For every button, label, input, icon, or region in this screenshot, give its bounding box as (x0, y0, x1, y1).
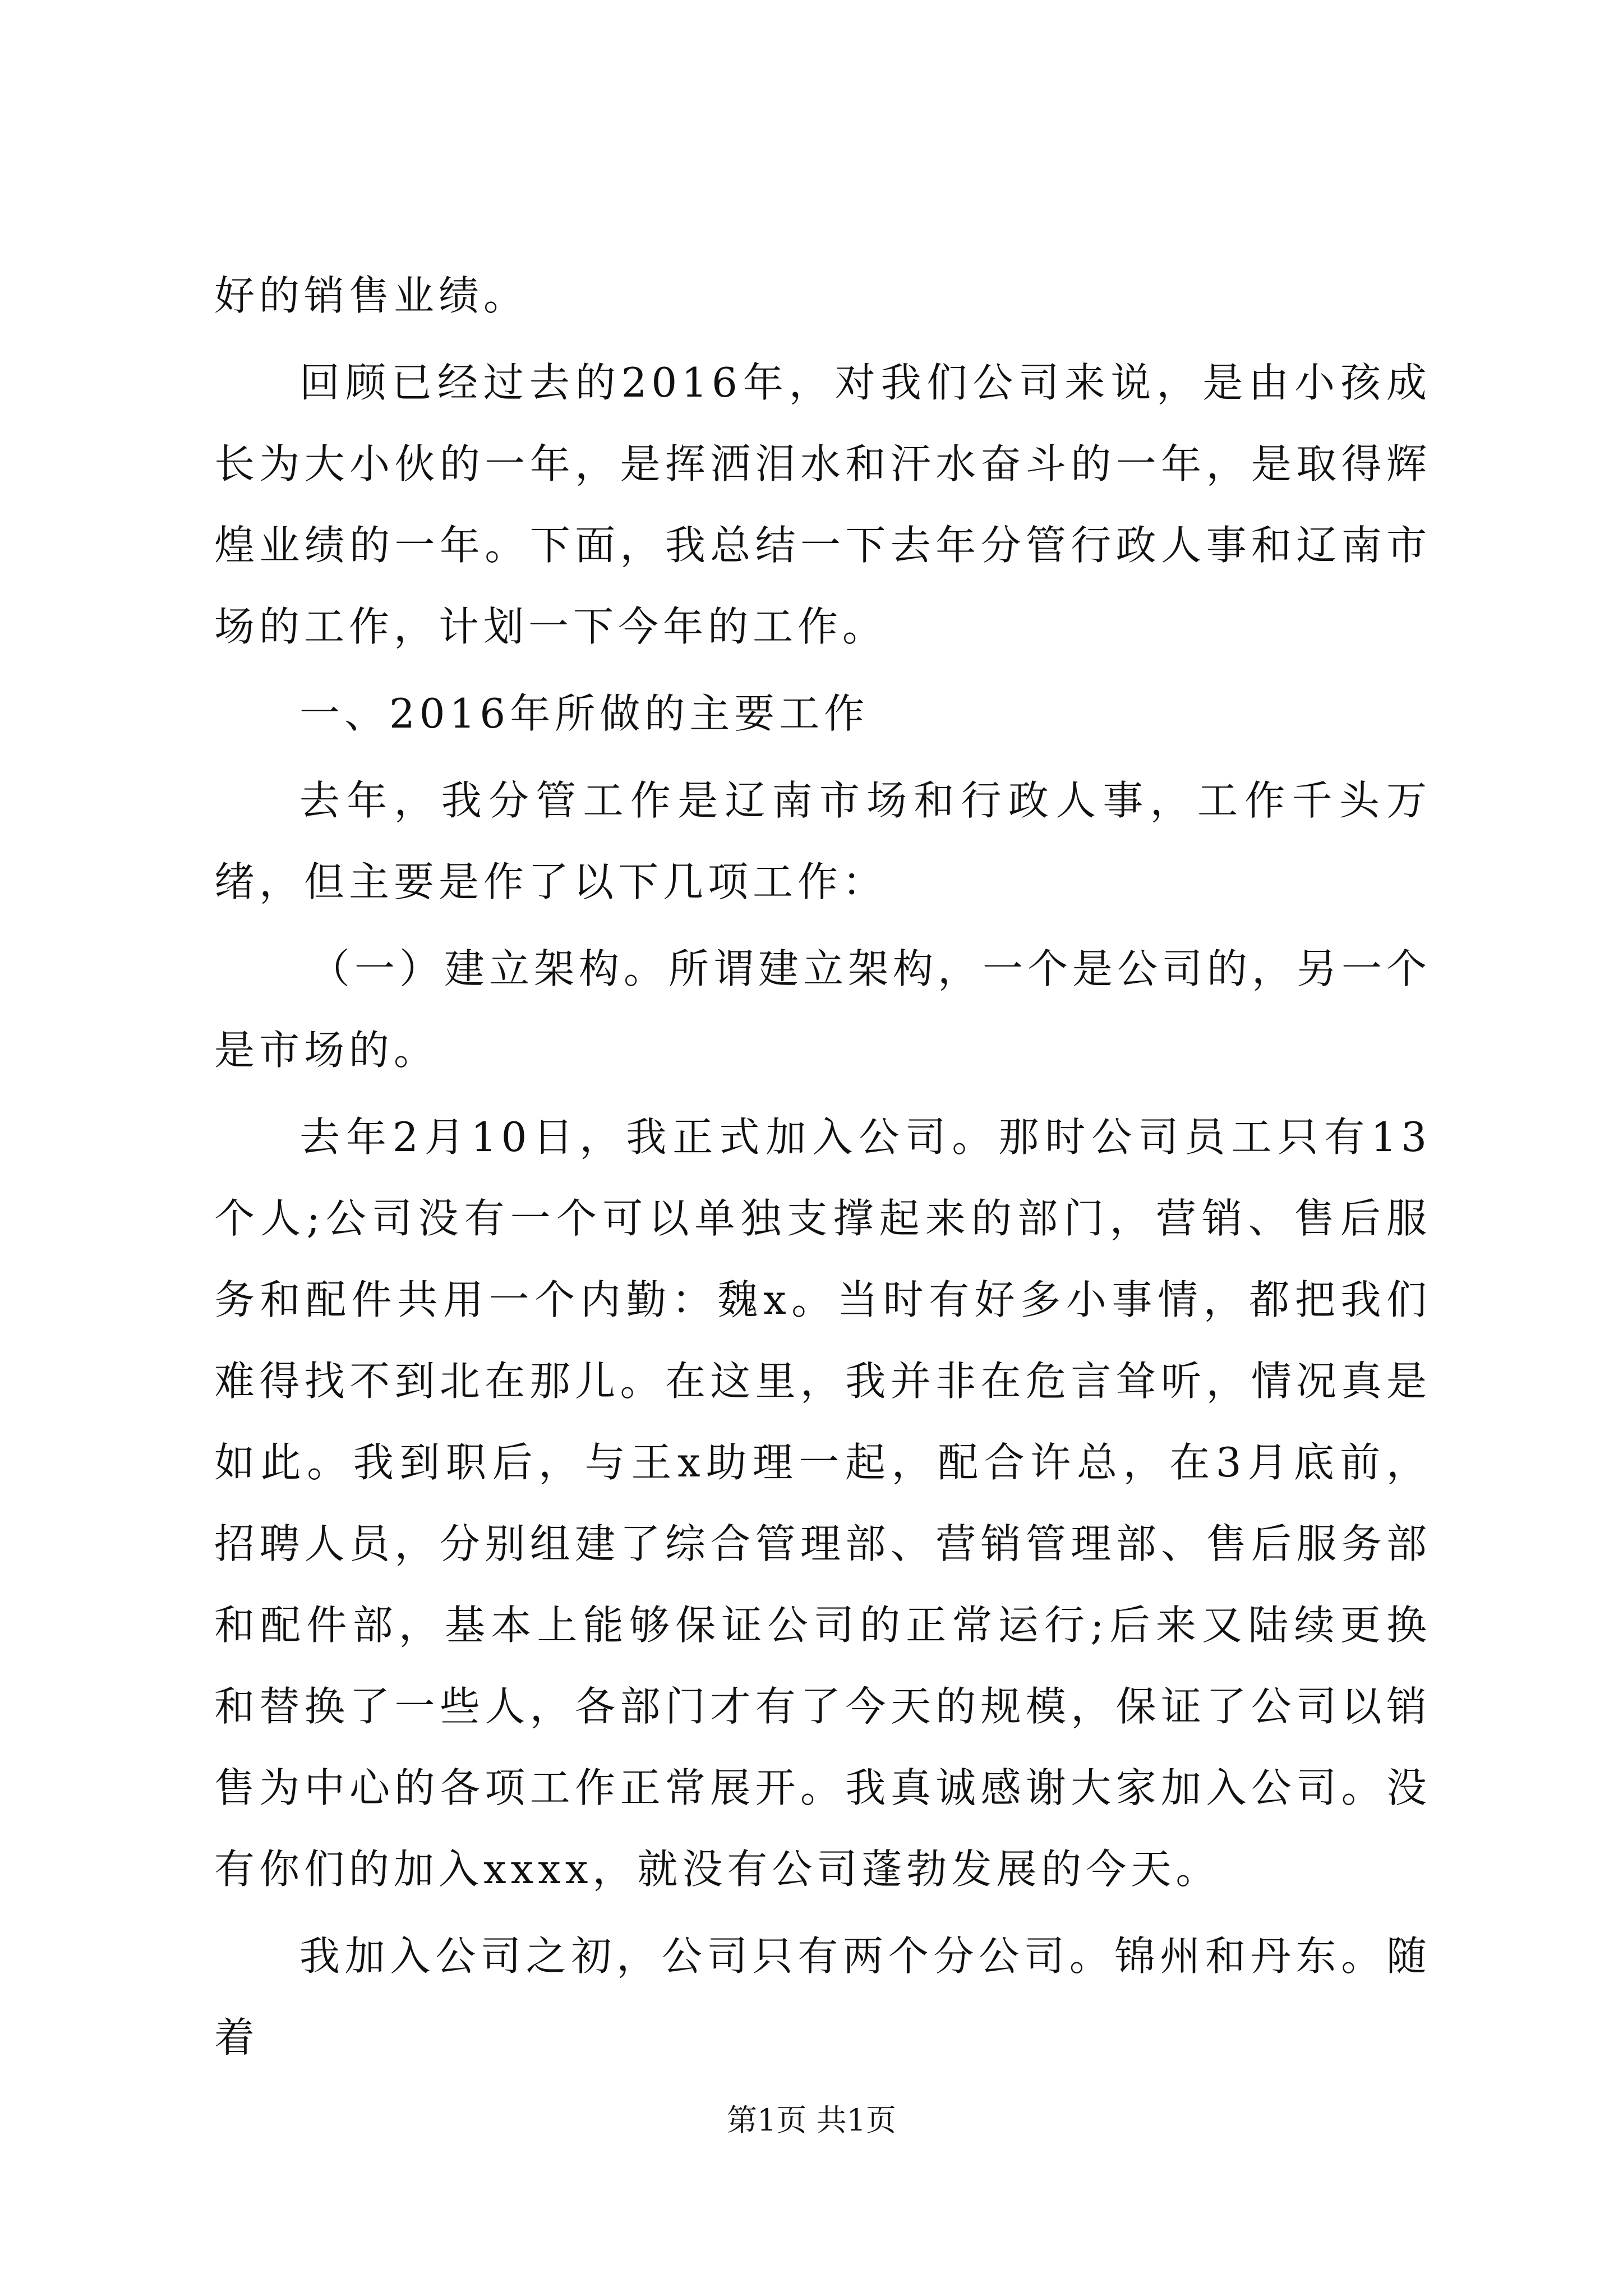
document-body (214, 255, 1431, 2084)
section-heading: 一、2016年所做的主要工作 (299, 690, 869, 737)
paragraph-review: 回顾已经过去的2016年，对我们公司来说，是由小孩成长为大小伙的一年，是挥洒泪水和汗水奋斗的一年，是取得辉煌业绩的一年。下面，我总结一下去年分管行政人事和辽南市场的工作，计划一下今年的工作。 (214, 359, 1431, 650)
paragraph-branches: 我加入公司之初，公司只有两个分公司。锦州和丹东。随着 (214, 1932, 1431, 2061)
paragraph-continuation: 好的销售业绩。 (214, 272, 529, 319)
paragraph-details: 去年2月10日，我正式加入公司。那时公司员工只有13个人;公司没有一个可以单独支撑起来的部门，营销、售后服务和配件共用一个内勤：魏x。当时有好多小事情，都把我们难得找不到北在那儿。在这里，我并非在危言耸听，情况真是如此。我到职后，与王x助理一起，配合许总，在3月底前，招聘人员，分别组建了综合管理部、营销管理部、售后服务部和配件部，基本上能够保证公司的正常运行;后来又陆续更换和替换了一些人，各部门才有了今天的规模，保证了公司以销售为中心的各项工作正常展开。我真诚感谢大家加入公司。没有你们的加入xxxx，就没有公司蓬勃发展的今天。 (214, 1114, 1431, 1893)
paragraph-overview: 去年，我分管工作是辽南市场和行政人事，工作千头万绪，但主要是作了以下几项工作： (214, 777, 1431, 905)
page-footer: 第1页 共1页 (727, 2102, 896, 2138)
subsection-heading: （一）建立架构。所谓建立架构，一个是公司的，另一个是市场的。 (214, 945, 1432, 1074)
